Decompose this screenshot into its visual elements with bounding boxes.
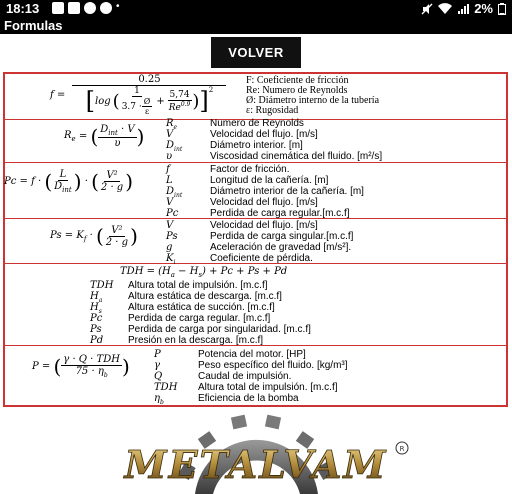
mute-icon	[421, 3, 433, 15]
list-item: $K_i$ Coeficiente de pérdida.	[166, 253, 313, 266]
battery-percent: 2%	[474, 1, 493, 16]
status-time: 18:13	[6, 1, 40, 16]
signal-icon	[457, 3, 469, 15]
list-item: Pc Perdida de carga regular.[m.c.f]	[166, 208, 350, 219]
list-item: V Velocidad del flujo. [m/s]	[166, 197, 318, 208]
notification-icons	[52, 2, 120, 14]
list-item: P Potencia del motor. [HP]	[154, 349, 306, 360]
list-item: $D_{int}$ Diámetro interior. [m]	[166, 140, 303, 153]
singular-loss-formula: $Ps = K_f$ · ( $\frac{\text{V²}}{2 \cdot g}$ )	[50, 224, 138, 248]
status-bar	[0, 0, 512, 17]
power-variables	[154, 349, 348, 404]
list-item: TDH Altura total de impulsión. [m.c.f]	[154, 382, 338, 393]
messenger-icon	[84, 2, 96, 14]
list-item: Q Caudal de impulsión.	[154, 371, 292, 382]
reynolds-formula: $R_e$ = ( $\frac{D_{int} \cdot V}{\upsilon}$ )	[64, 124, 145, 149]
battery-icon	[498, 3, 506, 15]
list-item: Ps Perdida de carga por singularidad. [m.c.f]	[90, 324, 311, 335]
logo-wordmark: METALVAM	[124, 442, 388, 487]
list-item: V Velocidad del flujo. [m/s]	[166, 129, 318, 140]
facebook-icon	[100, 2, 112, 14]
list-item: V Velocidad del flujo. [m/s]	[166, 220, 318, 231]
status-right	[421, 1, 506, 16]
list-item: $H_s$ Altura estática de succión. [m.c.f]	[90, 302, 275, 315]
list-item: υ Viscosidad cinemática del fluido. [m²/s]	[166, 151, 383, 162]
list-item: $D_{int}$ Diámetro interior de la cañería. [m]	[166, 186, 364, 199]
list-item: γ Peso específico del fluido. [kg/m³]	[154, 360, 348, 371]
singular-loss-variables	[166, 220, 353, 264]
list-item: Pc Perdida de carga regular. [m.c.f]	[90, 313, 271, 324]
more-dot-icon: •	[116, 1, 120, 12]
regular-loss-variables	[166, 164, 364, 219]
list-item: L Longitud de la cañería. [m]	[166, 175, 329, 186]
wifi-icon	[438, 3, 452, 15]
regular-loss-formula: Pc = f · ( $\frac{L}{D_{int}}$ ) · ( $\frac{\text{V²}}{2 \cdot g}$ )	[4, 169, 134, 194]
reynolds-variables	[166, 118, 382, 162]
list-item: $\eta_b$ Eficiencia de la bomba	[154, 393, 299, 406]
app-bar	[0, 17, 512, 34]
friction-factor-formula: f = 0.25 [ log ( 1 3.7 · $\frac{Ø}{\varepsilon}$ + $\frac{5,74}{Re^{0.9}}$ ) ] $^2$	[50, 74, 226, 116]
friction-factor-variables: F: Coeficiente de fricción Re: Numero de Reynolds Ø: Diámetro interno de la tubería ε: Rugosidad	[246, 75, 380, 116]
mail-icon	[52, 2, 64, 14]
list-item: TDH Altura total de impulsión. [m.c.f]	[90, 280, 268, 291]
list-item: $R_e$ Numero de Reynolds	[166, 118, 304, 131]
app-title: Formulas	[4, 18, 63, 33]
list-item: $H_a$ Altura estática de descarga. [m.c.f]	[90, 291, 282, 304]
volver-button[interactable]: VOLVER	[211, 37, 301, 68]
separator	[3, 162, 508, 163]
list-item: g Aceleración de gravedad [m/s²].	[166, 242, 352, 253]
registered-mark: R	[399, 445, 405, 453]
tdh-formula: TDH = $(H_a - H_s) + Pc + Ps + Pd$	[120, 266, 288, 279]
image-icon	[68, 2, 80, 14]
tdh-variables	[90, 280, 311, 346]
list-item: Pd Presión en la descarga. [m.c.f]	[90, 335, 264, 346]
metalvam-logo	[0, 410, 512, 494]
list-item: f Factor de fricción.	[166, 164, 290, 175]
power-formula: P = ( $\frac{\text{γ · Q · TDH}}{75 \cdot \eta_b}$ )	[32, 354, 130, 379]
list-item: Ps Perdida de carga singular.[m.c.f]	[166, 231, 354, 242]
